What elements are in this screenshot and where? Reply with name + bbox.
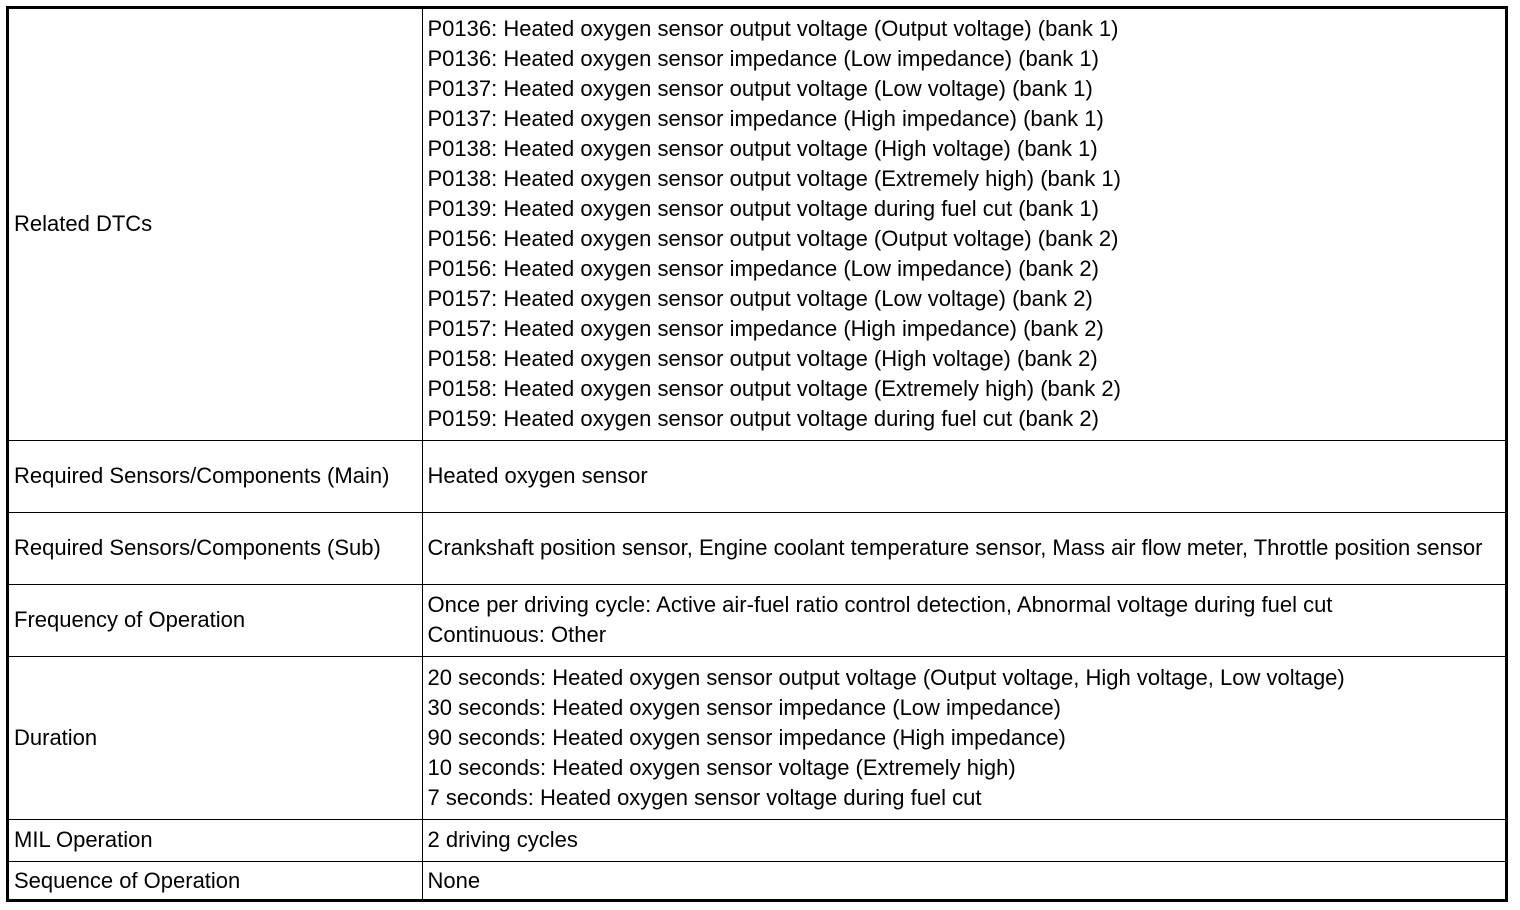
- dtc-line: P0157: Heated oxygen sensor output voltage (Low voltage) (bank 2): [427, 286, 1093, 312]
- label-cell: [9, 656, 422, 819]
- value-line: Once per driving cycle: Active air-fuel ratio control detection, Abnormal voltage during fuel cut: [427, 592, 1333, 617]
- label-cell: [9, 861, 422, 901]
- row-label: Duration: [14, 724, 98, 750]
- value-line: 7 seconds: Heated oxygen sensor voltage during fuel cut: [427, 784, 982, 810]
- dtc-line: P0158: Heated oxygen sensor output voltage (Extremely high) (bank 2): [427, 376, 1121, 402]
- dtc-line: P0136: Heated oxygen sensor output voltage (Output voltage) (bank 1): [427, 16, 1119, 42]
- dtc-line: P0157: Heated oxygen sensor impedance (High impedance) (bank 2): [427, 316, 1104, 342]
- value-line: Heated oxygen sensor: [427, 463, 648, 488]
- dtc-line: P0137: Heated oxygen sensor output voltage (Low voltage) (bank 1): [427, 76, 1093, 102]
- table-row-required-main: [9, 440, 1505, 512]
- table-row-required-sub: [9, 512, 1505, 584]
- value-line: 90 seconds: Heated oxygen sensor impedance (High impedance): [427, 724, 1066, 750]
- dtc-line: P0137: Heated oxygen sensor impedance (High impedance) (bank 1): [427, 106, 1104, 132]
- value-cell: [422, 9, 1505, 440]
- value-cell: [422, 512, 1505, 584]
- row-label: Related DTCs: [14, 211, 153, 237]
- dtc-line: P0138: Heated oxygen sensor output voltage (High voltage) (bank 1): [427, 136, 1098, 162]
- row-label: Frequency of Operation: [14, 607, 246, 632]
- table-row-duration: [9, 656, 1505, 819]
- dtc-line: P0156: Heated oxygen sensor output voltage (Output voltage) (bank 2): [427, 226, 1119, 252]
- dtc-line: P0159: Heated oxygen sensor output voltage during fuel cut (bank 2): [427, 406, 1099, 432]
- label-cell: [9, 9, 422, 440]
- row-label: Required Sensors/Components (Main): [14, 463, 390, 488]
- value-line: 10 seconds: Heated oxygen sensor voltage (Extremely high): [427, 754, 1016, 780]
- table-row-related-dtcs: [9, 9, 1505, 440]
- value-line: 20 seconds: Heated oxygen sensor output voltage (Output voltage, High voltage, Low voltage): [427, 664, 1345, 690]
- label-cell: [9, 440, 422, 512]
- row-label: MIL Operation: [14, 827, 153, 852]
- value-cell: [422, 861, 1505, 901]
- value-line: Continuous: Other: [427, 622, 607, 647]
- label-cell: [9, 584, 422, 656]
- dtc-line: P0138: Heated oxygen sensor output voltage (Extremely high) (bank 1): [427, 166, 1121, 192]
- dtc-line: P0156: Heated oxygen sensor impedance (Low impedance) (bank 2): [427, 256, 1099, 282]
- label-cell: [9, 819, 422, 861]
- monitor-spec-table: [9, 9, 1505, 901]
- value-line: 2 driving cycles: [427, 827, 578, 852]
- dtc-line: P0158: Heated oxygen sensor output voltage (High voltage) (bank 2): [427, 346, 1098, 372]
- dtc-line: P0136: Heated oxygen sensor impedance (Low impedance) (bank 1): [427, 46, 1099, 72]
- table-row-mil-operation: [9, 819, 1505, 861]
- table-row-sequence: [9, 861, 1505, 901]
- value-cell: [422, 584, 1505, 656]
- row-label: Required Sensors/Components (Sub): [14, 535, 381, 560]
- value-line: None: [427, 868, 481, 894]
- table-row-frequency: [9, 584, 1505, 656]
- value-line: 30 seconds: Heated oxygen sensor impedance (Low impedance): [427, 694, 1061, 720]
- row-label: Sequence of Operation: [14, 868, 241, 894]
- value-cell: [422, 819, 1505, 861]
- value-line: Crankshaft position sensor, Engine coolant temperature sensor, Mass air flow meter, Throttle position sensor: [427, 535, 1483, 560]
- dtc-line: P0139: Heated oxygen sensor output voltage during fuel cut (bank 1): [427, 196, 1099, 222]
- value-cell: [422, 440, 1505, 512]
- value-cell: [422, 656, 1505, 819]
- monitor-spec-sheet: [6, 6, 1508, 902]
- label-cell: [9, 512, 422, 584]
